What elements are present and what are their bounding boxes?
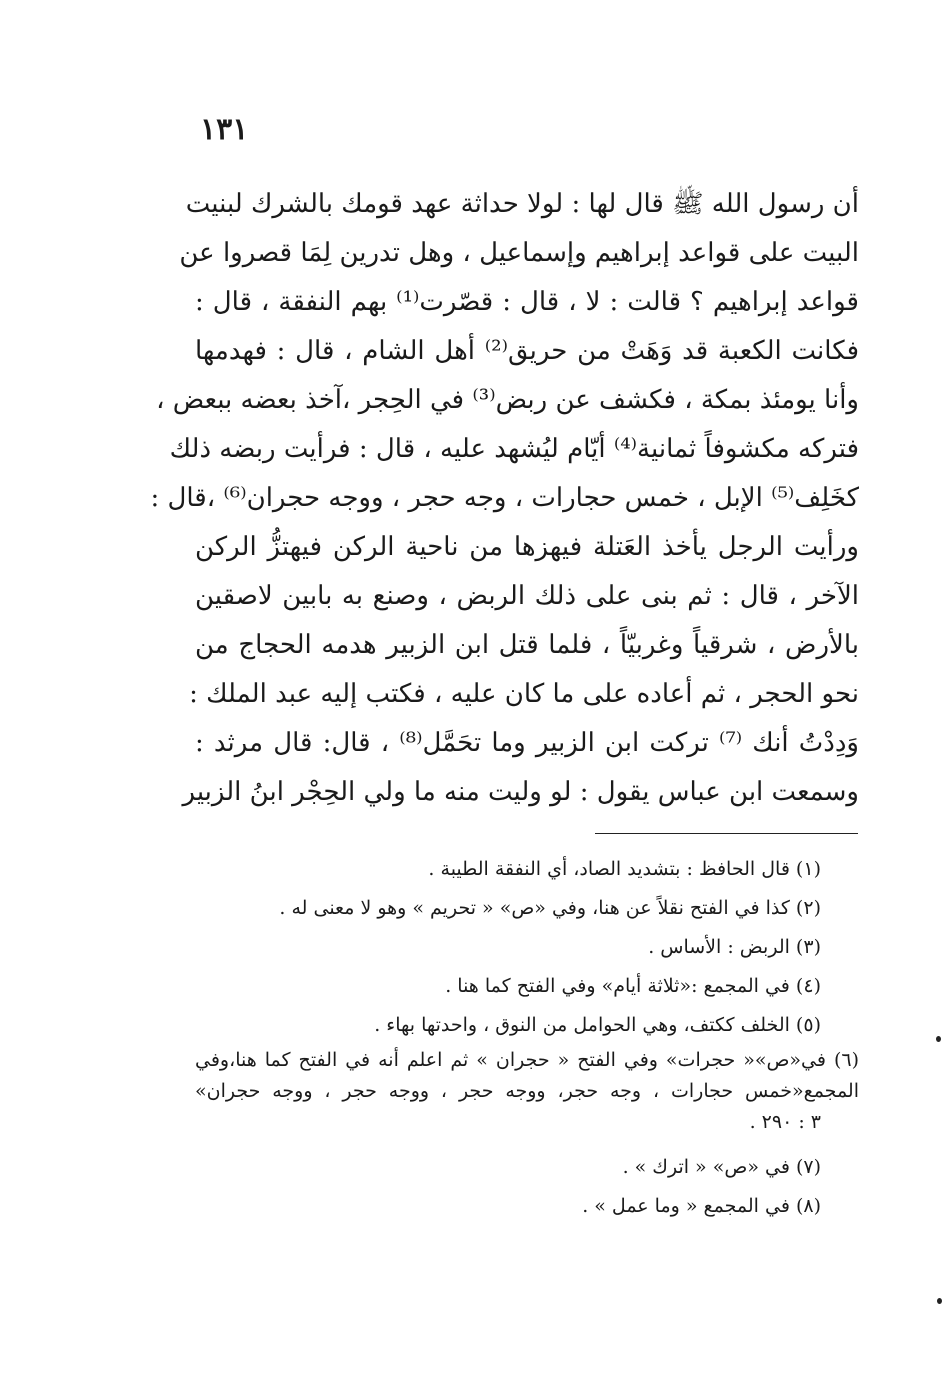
body-line: ورأيت الرجل يأخذ العَتلة فيهزها من ناحية الركن فيهتزُّ الركن <box>195 532 859 562</box>
footnote-separator <box>595 833 858 834</box>
body-line: فكانت الكعبة قد وَهَتْ من حريق⁽²⁾ أهل الشام ، قال : فهدمها <box>195 336 859 366</box>
body-line: أن رسول الله ﷺ قال لها : لولا حداثة عهد قومك بالشرك لبنيت <box>185 189 859 219</box>
page-number: ١٣١ <box>200 112 249 147</box>
footnote-6 <box>195 1045 859 1138</box>
body-line: فتركه مكشوفاً ثمانية⁽⁴⁾ أيّام ليُشهد عليه ، قال : فرأيت ربضه ذلك <box>169 434 859 464</box>
footnote-gap <box>195 1138 859 1148</box>
footnote-6-line: المجمع«خمس حجارات ، وجه حجر، ووجه حجر ، ووجه حجر ، ووجه حجران» <box>195 1080 859 1102</box>
footnotes <box>195 850 859 1226</box>
body-line: بالأرض ، شرقياً وغربيّاً ، فلما قتل ابن الزبير هدمه الحجاج من <box>195 630 859 660</box>
margin-speck <box>937 1298 942 1304</box>
footnote-5: (٥) الخلف ككتف، وهي الحوامل من النوق ، واحدتها بهاء . <box>374 1014 821 1036</box>
body-line: الآخر ، قال : ثم بنى على ذلك الربض ، وصنع به بابين لاصقين <box>195 581 859 611</box>
body-line: كخَلِف⁽⁵⁾ الإبل ، خمس حجارات ، وجه حجر ، ووجه حجران⁽⁶⁾ ،قال : <box>150 483 859 513</box>
footnote-3: (٣) الربض : الأساس . <box>648 936 821 958</box>
body-line: وسمعت ابن عباس يقول : لو وليت منه ما ولي الحِجْر ابنُ الزبير <box>182 777 859 807</box>
footnote-7: (٧) في «ص» « اترك » . <box>622 1156 821 1178</box>
footnote-4: (٤) في المجمع :«ثلاثة أيام» وفي الفتح كما هنا . <box>445 975 821 997</box>
margin-speck <box>936 1036 941 1042</box>
footnote-8: (٨) في المجمع « وما عمل » . <box>582 1195 821 1217</box>
body-text <box>150 180 859 817</box>
body-line: قواعد إبراهيم ؟ قالت : لا ، قال : قصّرت⁽¹⁾ بهم النفقة ، قال : <box>195 287 859 317</box>
body-line: وأنا يومئذ بمكة ، فكشف عن ربض⁽³⁾ في الحِجر ،آخذ بعضه ببعض ، <box>156 385 859 415</box>
body-line: البيت على قواعد إبراهيم وإسماعيل ، وهل تدرين لِمَا قصروا عن <box>179 238 859 268</box>
footnote-6-line: (٦) في«ص»« حجرات» وفي الفتح « حجران » ثم اعلم أنه في الفتح كما هنا،وفي <box>195 1049 859 1071</box>
body-line: نحو الحجر ، ثم أعاده على ما كان عليه ، فكتب إليه عبد الملك : <box>189 679 859 709</box>
footnote-6-line: ٣ : ٢٩٠ . <box>749 1111 821 1133</box>
footnote-2: (٢) كذا في الفتح نقلاً عن هنا، وفي «ص» « تحريم » وهو لا معنى له . <box>279 897 821 919</box>
footnote-1: (١) قال الحافظ : بتشديد الصاد، أي النفقة الطيبة . <box>428 858 821 880</box>
body-line: وَدِدْتُ أنك ⁽⁷⁾ تركت ابن الزبير وما تحَمَّل⁽⁸⁾ ، قال: قال مرثد : <box>195 728 859 758</box>
